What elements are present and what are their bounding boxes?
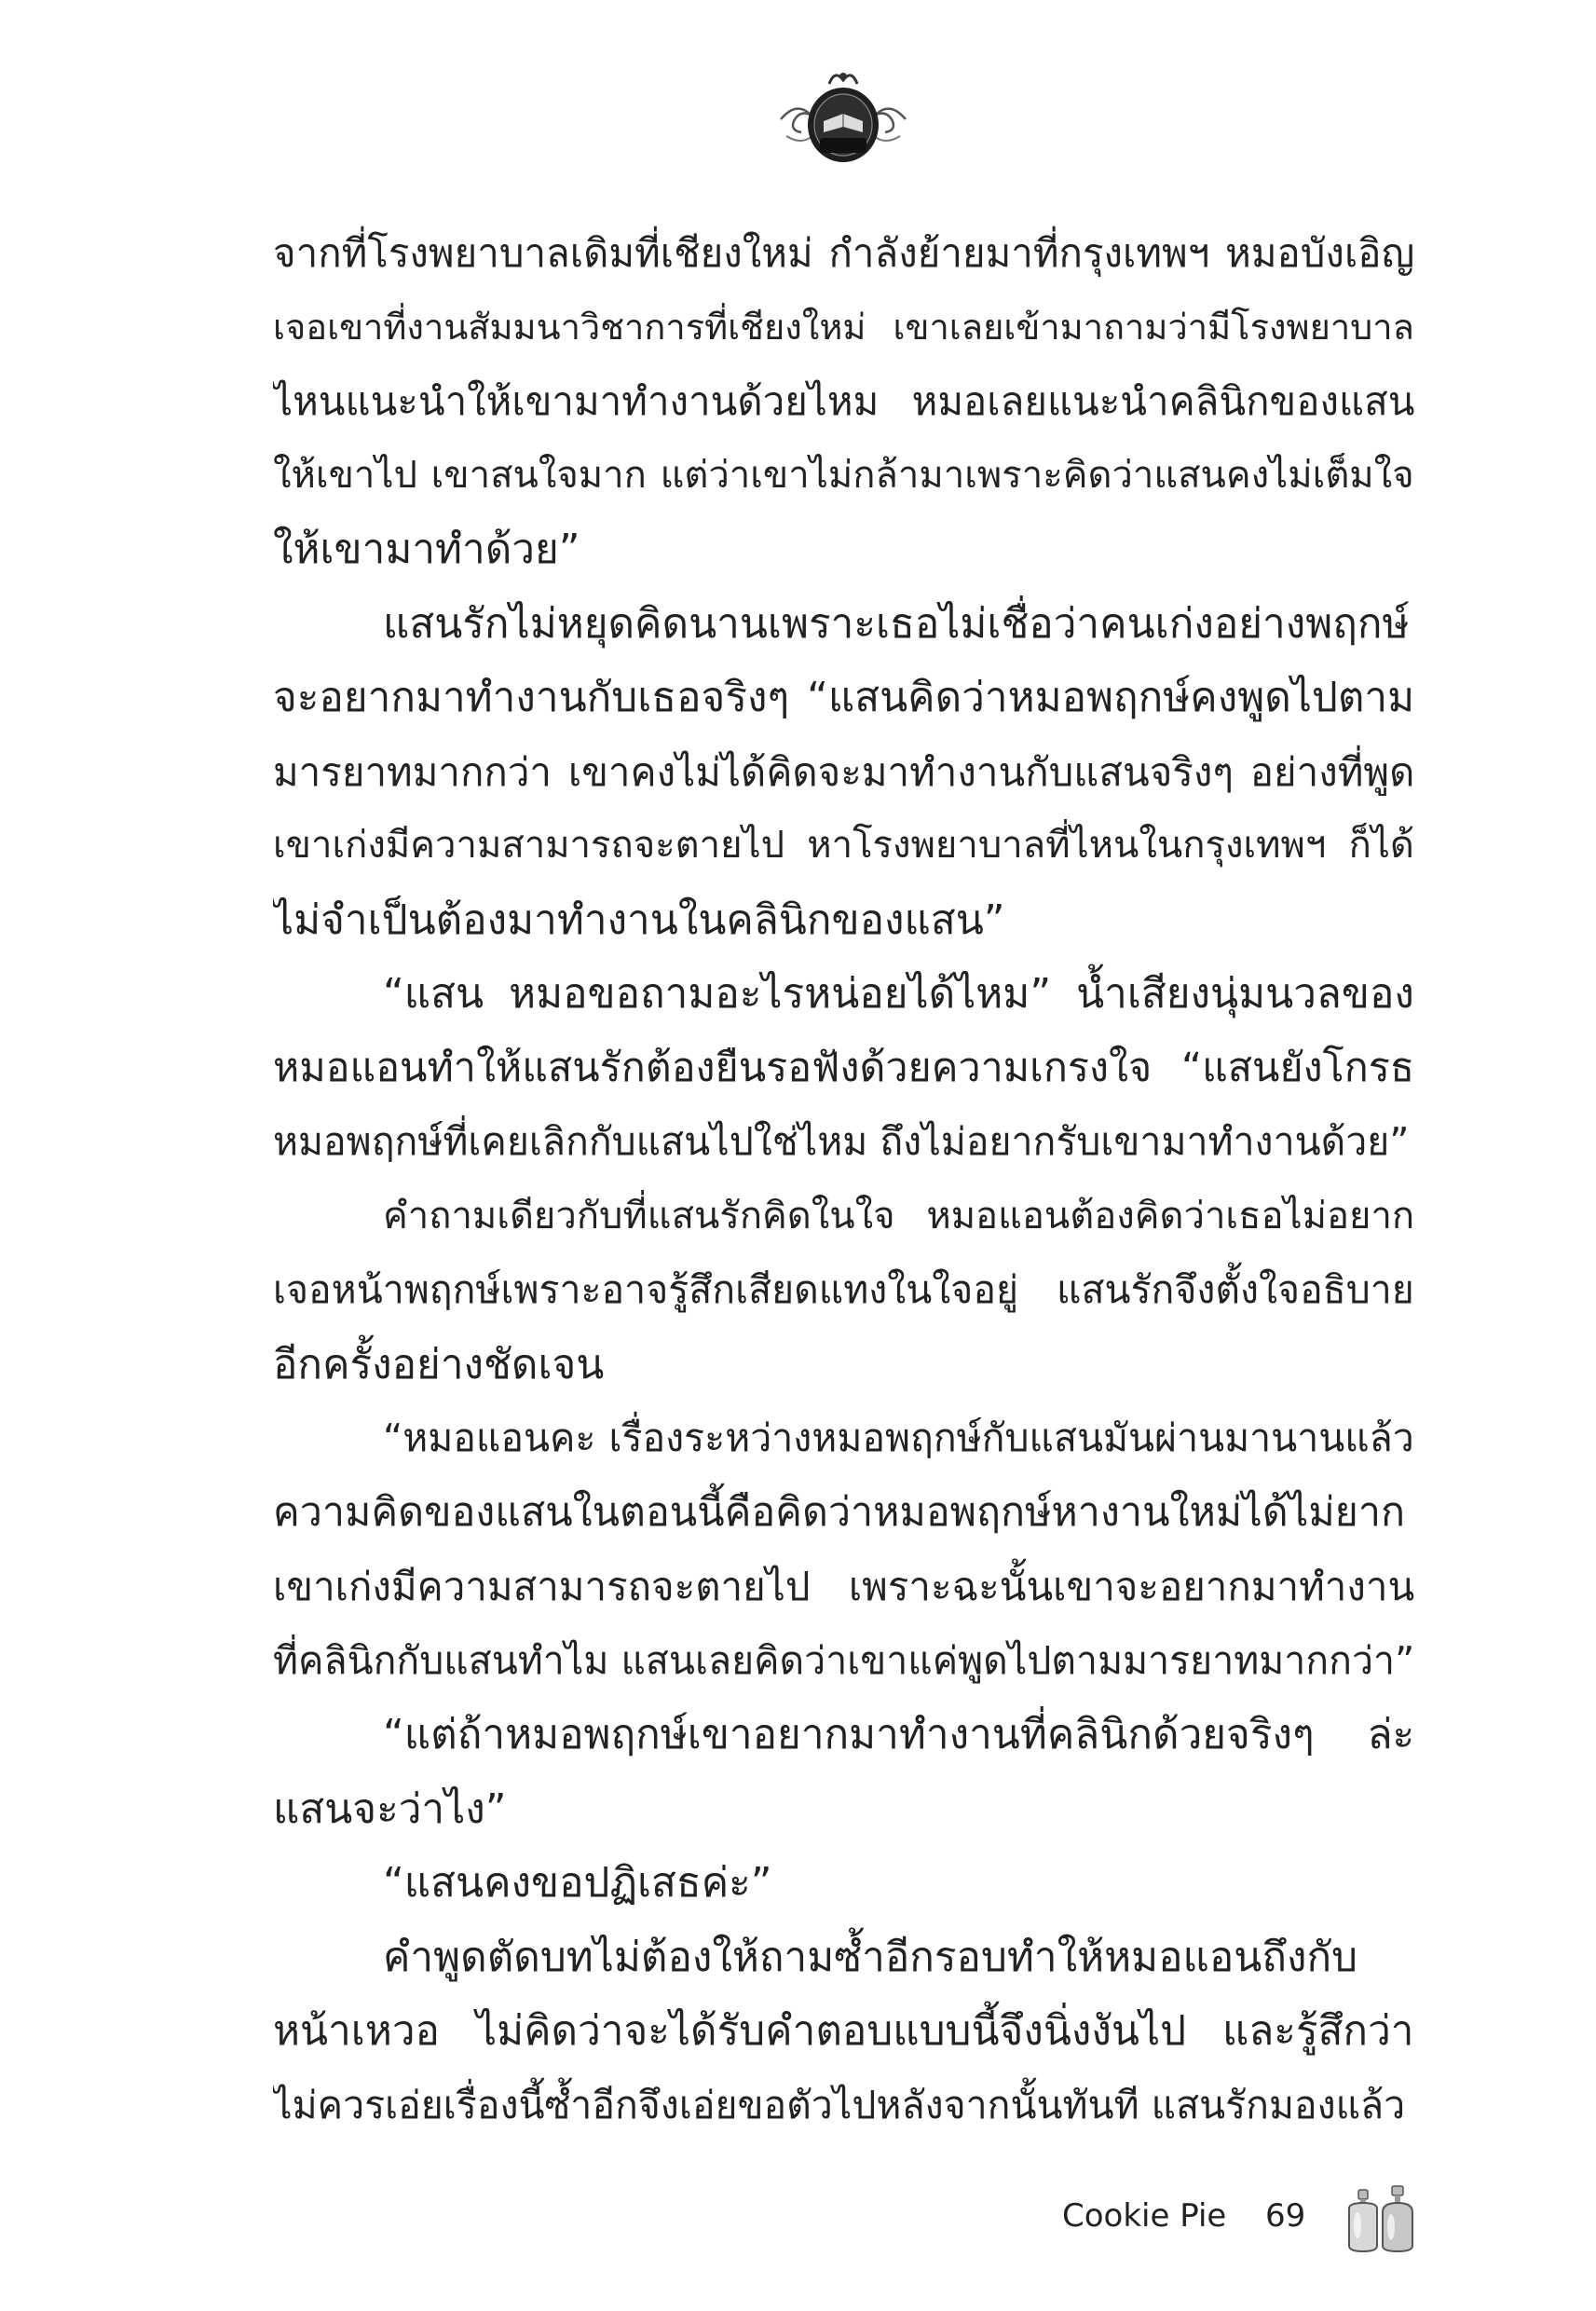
page-footer — [1062, 2181, 1435, 2255]
perfume-bottles-icon — [1342, 2181, 1425, 2255]
text-line: ให้เขาไป เขาสนใจมาก แต่ว่าเขาไม่กล้ามาเพราะคิดว่าแสนคงไม่เต็มใจ — [273, 453, 1414, 497]
text-line: ไหนแนะนำให้เขามาทำงานด้วยไหม หมอเลยแนะนำคลินิกของแสน — [273, 378, 1414, 424]
footer-brand: Cookie Pie — [1062, 2197, 1227, 2235]
text-line: “แสน หมอขอถามอะไรหน่อยได้ไหม” น้ำเสียงนุ่มนวลของ — [383, 970, 1414, 1018]
text-line: ไม่จำเป็นต้องมาทำงานในคลินิกของแสน” — [273, 896, 1005, 944]
text-line: แสนจะว่าไง” — [273, 1785, 507, 1833]
text-line: “หมอแอนคะ เรื่องระหว่างหมอพฤกษ์กับแสนมันผ่านมานานแล้ว — [383, 1415, 1414, 1460]
text-line: ให้เขามาทำด้วย” — [273, 526, 580, 573]
text-line: ไม่ควรเอ่ยเรื่องนี้ซ้ำอีกจึงเอ่ยขอตัวไปหลังจากนั้นทันที แสนรักมองแล้ว — [273, 2082, 1406, 2127]
text-line: เขาเก่งมีความสามารถจะตายไป หาโรงพยาบาลที่ไหนในกรุงเทพฯ ก็ได้ — [273, 824, 1414, 867]
text-line: จะอยากมาทำงานกับเธอจริงๆ “แสนคิดว่าหมอพฤกษ์คงพูดไปตาม — [273, 674, 1414, 721]
text-line: แสนรักไม่หยุดคิดนานเพราะเธอไม่เชื่อว่าคนเก่งอย่างพฤกษ์ — [383, 599, 1410, 648]
text-line: คำพูดตัดบทไม่ต้องให้ถามซ้ำอีกรอบทำให้หมอแอนถึงกับ — [383, 1933, 1358, 1981]
text-line: มารยาทมากกว่า เขาคงไม่ได้คิดจะมาทำงานกับแสนจริงๆ อย่างที่พูด — [273, 748, 1414, 795]
text-line: “แต่ถ้าหมอพฤกษ์เขาอยากมาทำงานที่คลินิกด้วยจริงๆ ล่ะ — [383, 1711, 1414, 1758]
body-text — [273, 216, 1414, 2142]
text-line: หมอแอนทำให้แสนรักต้องยืนรอฟังด้วยความเกรงใจ “แสนยังโกรธ — [273, 1044, 1414, 1091]
text-line: เจอเขาที่งานสัมมนาวิชาการที่เชียงใหม่ เขาเลยเข้ามาถามว่ามีโรงพยาบาล — [273, 306, 1414, 348]
text-line: เจอหน้าพฤกษ์เพราะอาจรู้สึกเสียดแทงในใจอยู่ แสนรักจึงตั้งใจอธิบาย — [273, 1267, 1414, 1312]
decorative-emblem-icon — [773, 63, 913, 175]
text-line: “แสนคงขอปฏิเสธค่ะ” — [383, 1859, 772, 1907]
text-line: หน้าเหวอ ไม่คิดว่าจะได้รับคำตอบแบบนี้จึงนิ่งงันไป และรู้สึกว่า — [273, 2007, 1414, 2055]
text-line: หมอพฤกษ์ที่เคยเลิกกับแสนไปใช่ไหม ถึงไม่อยากรับเขามาทำงานด้วย” — [273, 1119, 1410, 1164]
text-line: ความคิดของแสนในตอนนี้คือคิดว่าหมอพฤกษ์หางานใหม่ได้ไม่ยาก — [273, 1488, 1406, 1536]
text-line: เขาเก่งมีความสามารถจะตายไป เพราะฉะนั้นเขาจะอยากมาทำงาน — [273, 1564, 1414, 1609]
page-number: 69 — [1265, 2197, 1306, 2235]
text-line: ที่คลินิกกับแสนทำไม แสนเลยคิดว่าเขาแค่พูดไปตามมารยาทมากกว่า” — [273, 1637, 1414, 1683]
text-line: จากที่โรงพยาบาลเดิมที่เชียงใหม่ กำลังย้ายมาที่กรุงเทพฯ หมอบังเอิญ — [273, 230, 1414, 276]
text-line: อีกครั้งอย่างชัดเจน — [273, 1340, 605, 1388]
text-line: คำถามเดียวกับที่แสนรักคิดในใจ หมอแอนต้องคิดว่าเธอไม่อยาก — [383, 1194, 1414, 1238]
